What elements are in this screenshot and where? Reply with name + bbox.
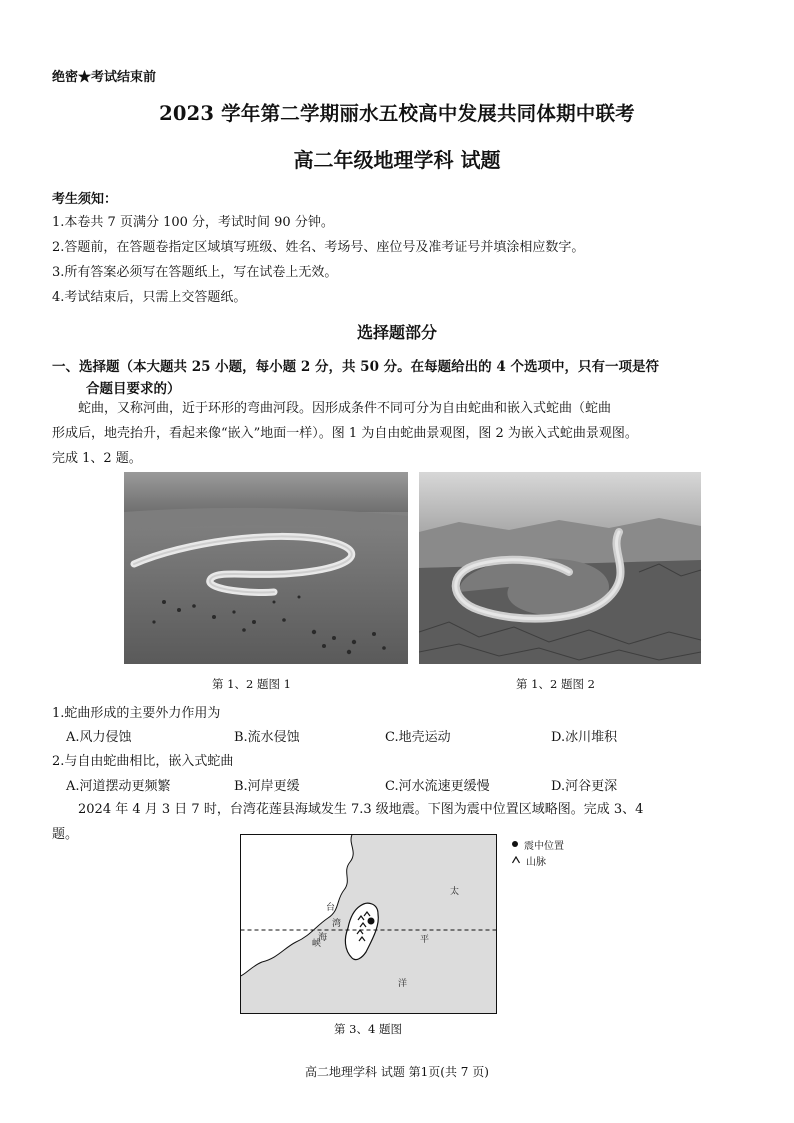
map-label: 湾 bbox=[332, 919, 342, 929]
map-label: 洋 bbox=[398, 979, 408, 989]
incised-meander-illustration bbox=[419, 472, 701, 664]
mountain-icon bbox=[512, 856, 520, 864]
notice-heading: 考生须知： bbox=[52, 192, 118, 207]
question-1-option-b[interactable]: B.流水侵蚀 bbox=[234, 730, 300, 745]
instructions-line: 合题目要求的） bbox=[86, 381, 181, 397]
passage-line: 蛇曲，又称河曲，近于环形的弯曲河段。因形成条件不同可分为自由蛇曲和嵌入式蛇曲（蛇曲 bbox=[78, 401, 612, 416]
legend-mountain-label: 山脉 bbox=[526, 856, 546, 868]
question-1-option-a[interactable]: A.风力侵蚀 bbox=[66, 730, 132, 745]
epicenter-dot bbox=[368, 918, 375, 925]
passage-line: 2024 年 4 月 3 日 7 时，台湾花莲县海域发生 7.3 级地震。下图为震中位置区域略图。完成 3、4 bbox=[78, 802, 644, 817]
question-1-option-d[interactable]: D.冰川堆积 bbox=[551, 730, 618, 745]
map-label: 平 bbox=[420, 935, 430, 945]
map-label: 台 bbox=[326, 903, 336, 913]
epicenter-icon bbox=[512, 841, 518, 847]
legend-mountain bbox=[512, 852, 564, 868]
passage-meander bbox=[52, 396, 746, 471]
map-label: 海 bbox=[318, 933, 328, 943]
question-2-option-c[interactable]: C.河水流速更缓慢 bbox=[385, 779, 490, 794]
question-2-option-b[interactable]: B.河岸更缓 bbox=[234, 779, 300, 794]
figure-1-caption: 第 1、2 题图 1 bbox=[212, 677, 291, 691]
question-2-option-a[interactable]: A.河道摆动更频繁 bbox=[66, 779, 171, 794]
page-footer: 高二地理学科 试题 第1页(共 7 页) bbox=[305, 1065, 489, 1079]
map-label: 峡 bbox=[312, 939, 322, 949]
exam-subtitle: 高二年级地理学科 试题 bbox=[293, 148, 501, 172]
free-meander-photo bbox=[124, 472, 408, 664]
instructions-line: 一、选择题（本大题共 25 小题，每小题 2 分，共 50 分。在每题给出的 4 个选项中，只有一项是符 bbox=[52, 359, 659, 375]
incised-meander-photo bbox=[419, 472, 701, 664]
question-2-option-d[interactable]: D.河谷更深 bbox=[551, 779, 618, 794]
notice-item: 3.所有答案必须写在答题纸上，写在试卷上无效。 bbox=[52, 265, 338, 280]
map-legend bbox=[512, 836, 564, 868]
legend-epicenter bbox=[512, 836, 564, 852]
passage-line: 完成 1、2 题。 bbox=[52, 451, 142, 466]
section-instructions bbox=[52, 356, 752, 400]
confidential-label: 绝密★考试结束前 bbox=[52, 70, 157, 85]
question-2-stem: 2.与自由蛇曲相比，嵌入式蛇曲 bbox=[52, 754, 234, 769]
epicenter-region-map bbox=[240, 834, 497, 1014]
figure-2-caption: 第 1、2 题图 2 bbox=[516, 677, 595, 691]
notice-item: 1.本卷共 7 页满分 100 分，考试时间 90 分钟。 bbox=[52, 215, 334, 230]
question-1-stem: 1.蛇曲形成的主要外力作用为 bbox=[52, 706, 221, 721]
epicenter-map-svg bbox=[240, 834, 497, 1014]
passage-line: 题。 bbox=[52, 827, 79, 842]
exam-title: 2023 学年第二学期丽水五校高中发展共同体期中联考 bbox=[159, 102, 635, 125]
legend-epicenter-label: 震中位置 bbox=[524, 840, 564, 852]
passage-line: 形成后，地壳抬升，看起来像“嵌入”地面一样）。图 1 为自由蛇曲景观图，图 2 为嵌入式蛇曲景观图。 bbox=[52, 426, 638, 441]
free-meander-illustration bbox=[124, 472, 408, 664]
map-caption: 第 3、4 题图 bbox=[334, 1022, 402, 1036]
notice-item: 2.答题前，在答题卷指定区域填写班级、姓名、考场号、座位号及准考证号并填涂相应数字。 bbox=[52, 240, 585, 255]
section-title: 选择题部分 bbox=[356, 323, 437, 342]
question-1-option-c[interactable]: C.地壳运动 bbox=[385, 730, 451, 745]
map-label: 太 bbox=[450, 887, 460, 897]
notice-item: 4.考试结束后，只需上交答题纸。 bbox=[52, 290, 247, 305]
